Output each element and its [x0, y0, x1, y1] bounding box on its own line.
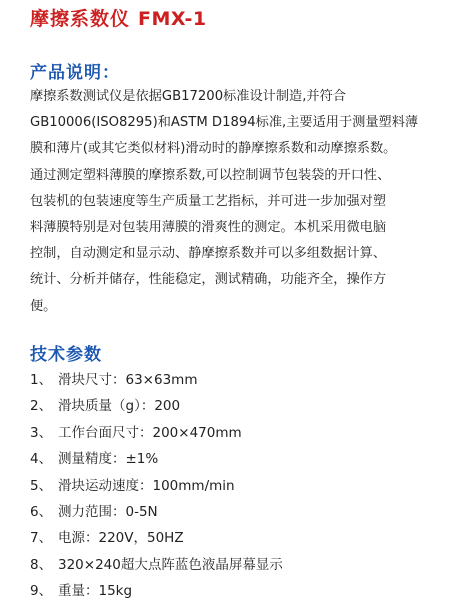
product-model: FMX-1 — [138, 8, 207, 30]
description-paragraph — [30, 84, 462, 320]
spec-item — [30, 578, 462, 604]
spec-number: 5、 — [30, 477, 53, 494]
description-line: 通过测定塑料薄膜的摩擦系数,可以控制调节包装袋的开口性、 — [30, 167, 391, 183]
spec-item — [30, 499, 462, 525]
page-title — [30, 4, 207, 31]
spec-number: 4、 — [30, 451, 53, 468]
description-line: 摩擦系数测试仪是依据GB17200标准设计制造,并符合 — [30, 89, 346, 104]
description-line: 控制，自动测定和显示动、静摩擦系数并可以多组数据计算、 — [30, 246, 387, 262]
spec-number: 6、 — [30, 503, 53, 520]
spec-number: 8、 — [30, 556, 53, 573]
spec-text: 滑块运动速度：100mm/min — [58, 477, 235, 494]
spec-text: 滑块尺寸：63×63mm — [58, 372, 198, 388]
description-heading: 产品说明： — [30, 63, 120, 83]
description-line: 包装机的包装速度等生产质量工艺指标，并可进一步加强对塑 — [30, 193, 387, 209]
spec-item — [30, 525, 462, 551]
spec-text: 测量精度：±1% — [58, 451, 159, 468]
spec-number: 2、 — [30, 398, 53, 415]
description-line: 膜和薄片(或其它类似材料)滑动时的静摩擦系数和动摩擦系数。 — [30, 141, 397, 157]
spec-text: 320×240超大点阵蓝色液晶屏幕显示 — [58, 556, 283, 573]
spec-text: 电源：220V，50HZ — [58, 530, 184, 547]
description-line: 便。 — [30, 298, 57, 314]
spec-number: 3、 — [30, 424, 53, 441]
spec-text: 滑块质量（g）：200 — [58, 398, 181, 415]
description-line: 统计、分析并储存，性能稳定，测试精确，功能齐全，操作方 — [30, 272, 387, 288]
spec-item — [30, 420, 462, 446]
description-line: 料薄膜特别是对包装用薄膜的滑爽性的测定。本机采用微电脑 — [30, 220, 387, 236]
product-name: 摩擦系数仪 — [30, 8, 131, 30]
specs-heading: 技术参数 — [30, 345, 102, 365]
spec-text: 重量：15kg — [58, 583, 133, 600]
spec-item — [30, 473, 462, 499]
spec-item — [30, 552, 462, 578]
spec-list — [30, 367, 462, 605]
spec-item — [30, 446, 462, 472]
spec-item — [30, 367, 462, 393]
spec-number: 1、 — [30, 372, 53, 388]
spec-text: 工作台面尺寸：200×470mm — [58, 424, 242, 441]
product-description — [30, 84, 462, 320]
spec-number: 7、 — [30, 530, 53, 547]
spec-item — [30, 393, 462, 419]
description-line: GB10006(ISO8295)和ASTM D1894标准,主要适用于测量塑料薄 — [30, 115, 419, 131]
spec-text: 测力范围：0-5N — [58, 503, 158, 520]
spec-number: 9、 — [30, 583, 53, 600]
